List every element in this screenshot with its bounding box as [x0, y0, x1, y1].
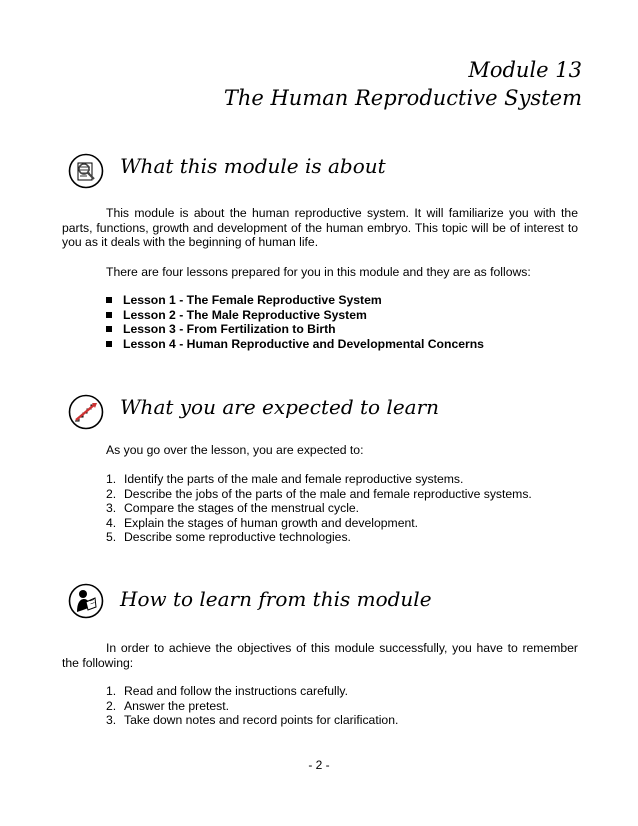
list-item: Lesson 1 - The Female Reproductive System: [106, 293, 484, 308]
steps-list: [106, 684, 398, 728]
section-heading-about: What this module is about: [120, 154, 386, 178]
list-item: 4. Explain the stages of human growth and development.: [106, 515, 419, 530]
bullet-icon: [106, 312, 112, 318]
list-item: 2. Answer the pretest.: [106, 698, 229, 713]
lessons-intro: There are four lessons prepared for you in this module and they are as follows:: [106, 265, 531, 279]
list-item: 3. Take down notes and record points for clarification.: [106, 713, 399, 728]
how-to-learn-paragraph: In order to achieve the objectives of this module successfully, you have to remember the following:: [62, 641, 578, 670]
section-heading-expected: What you are expected to learn: [120, 395, 440, 419]
list-item: 2. Describe the jobs of the parts of the male and female reproductive systems.: [106, 486, 532, 501]
bullet-icon: [106, 297, 112, 303]
objectives-list: [106, 472, 532, 545]
list-item: Lesson 3 - From Fertilization to Birth: [106, 322, 484, 337]
list-item: 5. Describe some reproductive technologies.: [106, 530, 351, 545]
objectives-intro: As you go over the lesson, you are expected to:: [106, 443, 364, 457]
section-heading-how-to-learn: How to learn from this module: [120, 587, 432, 611]
about-paragraph: This module is about the human reproductive system. It will familiarize you with the parts, functions, growth and development of the human embryo. This topic will be of interest to you as it deals with the beginning of human life.: [62, 206, 578, 250]
bullet-icon: [106, 341, 112, 347]
list-item: 3. Compare the stages of the menstrual cycle.: [106, 501, 360, 516]
magnifier-document-icon: [68, 153, 104, 189]
module-title: The Human Reproductive System: [223, 86, 582, 110]
list-item: 1. Read and follow the instructions carefully.: [106, 684, 349, 698]
page-number: - 2 -: [308, 758, 330, 772]
module-number: Module 13: [468, 58, 582, 82]
list-item: 1. Identify the parts of the male and female reproductive systems.: [106, 472, 464, 486]
lesson-list: [106, 293, 484, 351]
bullet-icon: [106, 326, 112, 332]
list-item: Lesson 4 - Human Reproductive and Developmental Concerns: [106, 337, 484, 352]
list-item: Lesson 2 - The Male Reproductive System: [106, 308, 484, 323]
stairs-target-icon: [68, 394, 104, 430]
reading-person-icon: [68, 583, 104, 619]
